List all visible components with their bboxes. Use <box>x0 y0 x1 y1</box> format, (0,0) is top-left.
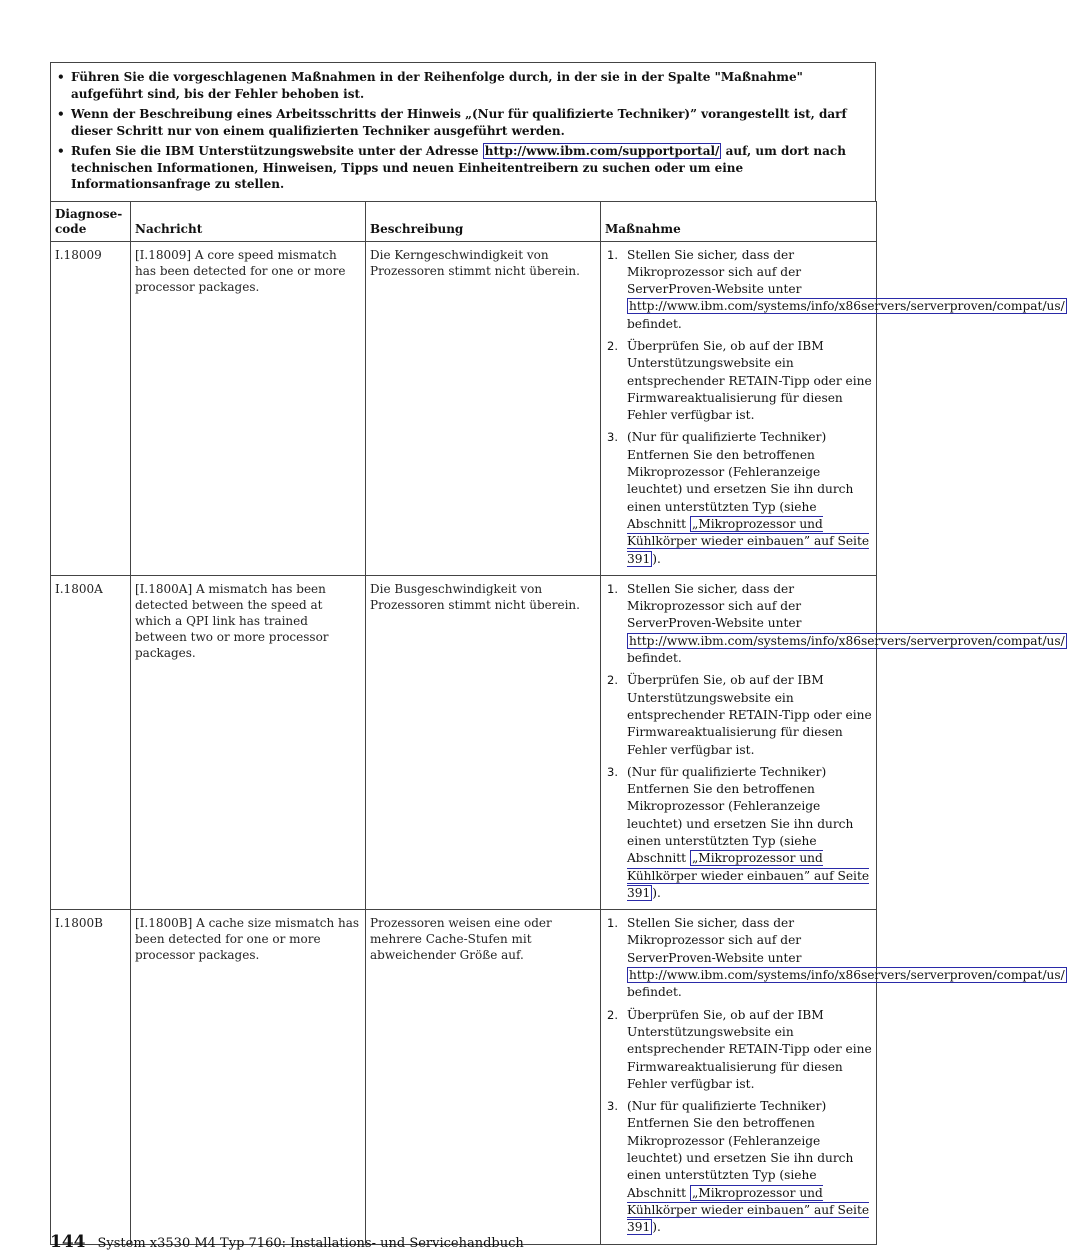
support-portal-link[interactable]: http://www.ibm.com/supportportal/ <box>484 144 720 158</box>
document-page <box>50 62 1065 1245</box>
table-row <box>51 241 877 575</box>
action-step: 3. (Nur für qualifizierte Techniker) Entfernen Sie den betroffenen Mikroprozessor (Fehleranzeige leuchtet) und ersetzen Sie ihn durch einen unterstützten Typ (siehe Abschnitt „Mikroprozessor und Kühlkörper wieder einbauen” auf Seite 391 ). <box>607 430 870 566</box>
action-cell <box>601 575 1065 909</box>
diagnose-code: I.1800B <box>51 910 131 1244</box>
serverproven-link[interactable]: http://www.ibm.com/systems/info/x86servers/serverproven/compat/us/ <box>629 299 1065 314</box>
diagnose-table <box>50 201 1065 1245</box>
action-step: 2. Überprüfen Sie, ob auf der IBM Unterstützungswebsite ein entsprechender RETAIN-Tipp oder eine Firmwareaktualisierung für diesen Fehler verfügbar ist. <box>607 338 872 423</box>
description-text: Die Busgeschwindigkeit von Prozessoren stimmt nicht überein. <box>366 575 601 909</box>
diagnose-code: I.18009 <box>51 241 131 575</box>
note-item: • Führen Sie die vorgeschlagenen Maßnahmen in der Reihenfolge durch, in der sie in der Spalte "Maßnahme" aufgeführt sind, bis der Fehler behoben ist. <box>57 69 867 102</box>
table-header-row <box>51 201 877 241</box>
page-number: 144 <box>50 1232 86 1252</box>
header-action: Maßnahme <box>601 201 877 241</box>
footer-title: System x3530 M4 Typ 7160: Installations- und Servicehandbuch <box>97 1236 524 1251</box>
action-step: 3. (Nur für qualifizierte Techniker) Entfernen Sie den betroffenen Mikroprozessor (Fehleranzeige leuchtet) und ersetzen Sie ihn durch einen unterstützten Typ (siehe Abschnitt „Mikroprozessor und Kühlkörper wieder einbauen” auf Seite 391 ). <box>607 1099 870 1235</box>
action-step: 3. (Nur für qualifizierte Techniker) Entfernen Sie den betroffenen Mikroprozessor (Fehleranzeige leuchtet) und ersetzen Sie ihn durch einen unterstützten Typ (siehe Abschnitt „Mikroprozessor und Kühlkörper wieder einbauen” auf Seite 391 ). <box>607 764 870 900</box>
message-text: [I.1800B] A cache size mismatch has been detected for one or more processor packages. <box>131 910 366 1244</box>
action-step: 2. Überprüfen Sie, ob auf der IBM Unterstützungswebsite ein entsprechender RETAIN-Tipp oder eine Firmwareaktualisierung für diesen Fehler verfügbar ist. <box>607 1007 872 1091</box>
header-message: Nachricht <box>131 201 366 241</box>
diagnose-code: I.1800A <box>51 575 131 909</box>
action-cell <box>601 241 1065 575</box>
section-reference-link[interactable]: „Mikroprozessor und Kühlkörper wieder einbauen” auf Seite 391 <box>627 851 870 900</box>
message-text: [I.1800A] A mismatch has been detected between the speed at which a QPI link has trained between two or more processor packages. <box>131 575 366 909</box>
serverproven-link[interactable]: http://www.ibm.com/systems/info/x86servers/serverproven/compat/us/ <box>629 633 1065 648</box>
header-code: Diagnose-code <box>51 201 131 241</box>
serverproven-link[interactable]: http://www.ibm.com/systems/info/x86servers/serverproven/compat/us/ <box>629 968 1065 983</box>
note-item: • Rufen Sie die IBM Unterstützungswebsite unter der Adresse http://www.ibm.com/supportportal/ auf, um dort nach technischen Informationen, Hinweisen, Tipps und neuen Einheitentreibern zu suchen oder um eine Informationsanfrage zu stellen. <box>57 143 867 193</box>
action-step: 2. Überprüfen Sie, ob auf der IBM Unterstützungswebsite ein entsprechender RETAIN-Tipp oder eine Firmwareaktualisierung für diesen Fehler verfügbar ist. <box>607 673 872 757</box>
description-text: Die Kerngeschwindigkeit von Prozessoren stimmt nicht überein. <box>366 241 601 575</box>
action-list <box>605 915 1065 1236</box>
section-reference-link[interactable]: „Mikroprozessor und Kühlkörper wieder einbauen” auf Seite 391 <box>627 516 870 566</box>
description-text: Prozessoren weisen eine oder mehrere Cache-Stufen mit abweichender Größe auf. <box>366 910 601 1244</box>
action-step: 1. Stellen Sie sicher, dass der Mikroprozessor sich auf der ServerProven-Website unter http://www.ibm.com/systems/info/x86servers/serverproven/compat/us/ befindet. <box>607 247 1065 331</box>
section-reference-link[interactable]: „Mikroprozessor und Kühlkörper wieder einbauen” auf Seite 391 <box>627 1185 870 1235</box>
table-row <box>51 910 877 1244</box>
action-list <box>605 247 1065 568</box>
notes-box <box>50 62 876 201</box>
table-row <box>51 575 877 909</box>
action-step: 1. Stellen Sie sicher, dass der Mikroprozessor sich auf der ServerProven-Website unter http://www.ibm.com/systems/info/x86servers/serverproven/compat/us/ befindet. <box>607 581 1065 666</box>
page-footer <box>50 1232 524 1252</box>
action-cell <box>601 910 1065 1244</box>
note-item: • Wenn der Beschreibung eines Arbeitsschritts der Hinweis „(Nur für qualifizierte Techniker)” vorangestellt ist, darf dieser Schritt nur von einem qualifizierten Techniker ausgeführt werden. <box>57 106 867 139</box>
message-text: [I.18009] A core speed mismatch has been detected for one or more processor packages. <box>131 241 366 575</box>
action-step: 1. Stellen Sie sicher, dass der Mikroprozessor sich auf der ServerProven-Website unter http://www.ibm.com/systems/info/x86servers/serverproven/compat/us/ befindet. <box>607 916 1065 1000</box>
header-description: Beschreibung <box>366 201 601 241</box>
action-list <box>605 581 1065 902</box>
